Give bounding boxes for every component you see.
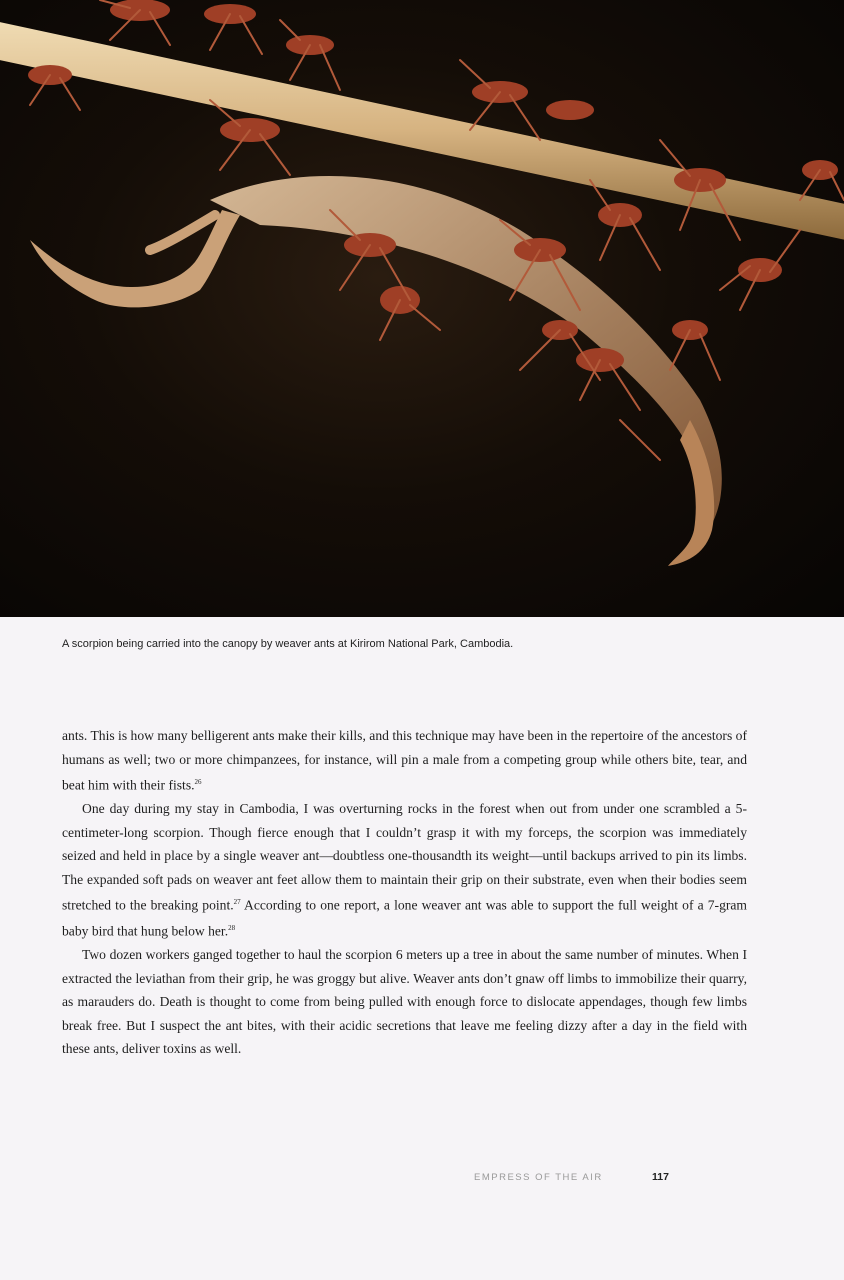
paragraph-2 <box>62 797 747 943</box>
paragraph-2-text-b: According to one report, a lone weaver ant was able to support the full weight of a 7-gram baby bird that hung below her. <box>62 897 747 939</box>
scorpion-weaver-ants-photo <box>0 0 844 617</box>
paragraph-1-text: ants. This is how many belligerent ants make their kills, and this technique may have been in the repertoire of the ancestors of humans as well; two or more chimpanzees, for instance, will pin a male from a competing group while others bite, tear, and beat him with their fists. <box>62 728 747 793</box>
paragraph-3: Two dozen workers ganged together to haul the scorpion 6 meters up a tree in about the same number of minutes. When I extracted the leviathan from their grip, he was groggy but alive. Weaver ants don’t gnaw off limbs to immobilize their quarry, as marauders do. Death is thought to come from being pulled with enough force to dislocate appendages, though few limbs break free. But I suspect the ant bites, with their acidic secretions that leave me feeling dizzy after a day in the field with these ants, deliver toxins as well. <box>62 947 747 1057</box>
paragraph-2-text-a: One day during my stay in Cambodia, I was overturning rocks in the forest when out from under one scrambled a 5-centimeter-long scorpion. Though fierce enough that I couldn’t grasp it with my forceps, the scorpion was immediately seized and held in place by a single weaver ant—doubtless one-thousandth its weight—until backups arrived to pin its limbs. The expanded soft pads on weaver ant feet allow them to maintain their grip on their substrate, even when their bodies seem stretched to the breaking point. <box>62 801 747 913</box>
paragraph-1 <box>62 724 747 797</box>
page-number: 117 <box>652 1171 669 1183</box>
running-head: EMPRESS OF THE AIR <box>474 1172 603 1183</box>
endnote-28: 28 <box>228 924 236 933</box>
scorpion-body <box>210 176 722 548</box>
photo-caption: A scorpion being carried into the canopy by weaver ants at Kirirom National Park, Cambodia. <box>62 638 514 650</box>
body-text <box>62 724 747 1061</box>
photo-illustration <box>0 0 844 617</box>
endnote-27: 27 <box>233 898 241 907</box>
endnote-26: 26 <box>194 778 202 786</box>
